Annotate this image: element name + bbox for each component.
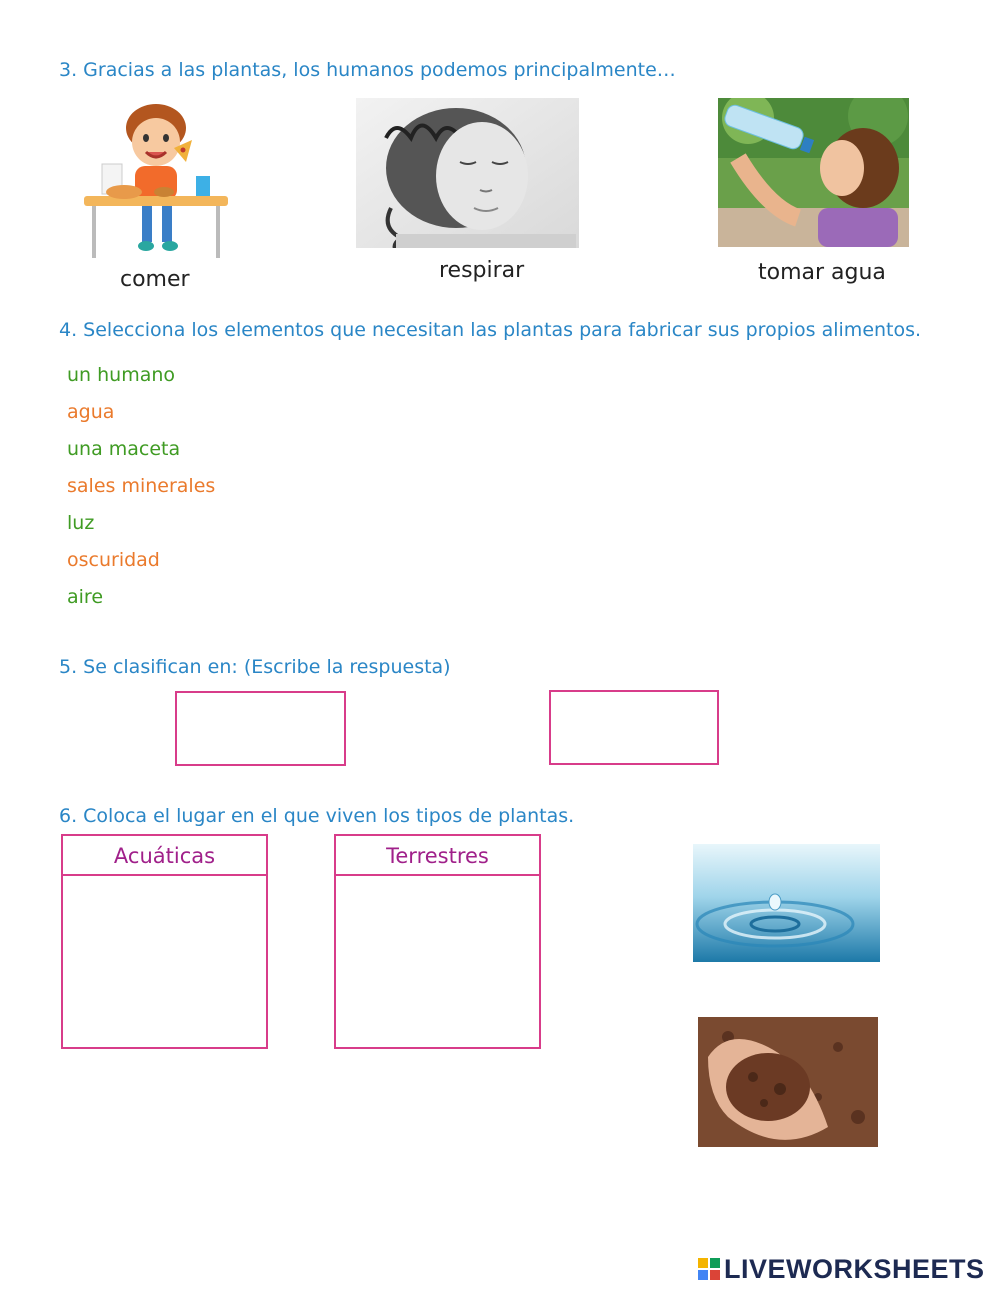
question-3-prompt: 3. Gracias a las plantas, los humanos podemos principalmente… — [59, 59, 676, 81]
option-aire[interactable]: aire — [67, 586, 104, 608]
drop-zone-terrestres[interactable] — [334, 834, 541, 1049]
eating-child-image[interactable] — [80, 100, 232, 260]
option-oscuridad[interactable]: oscuridad — [67, 549, 160, 571]
option-sales-minerales[interactable]: sales minerales — [67, 475, 216, 497]
option-caption-comer[interactable]: comer — [120, 267, 190, 292]
soil-hands-image[interactable] — [698, 1017, 878, 1147]
column-title-acuaticas: Acuáticas — [63, 836, 266, 876]
drop-zone-acuaticas[interactable] — [61, 834, 268, 1049]
option-luz[interactable]: luz — [67, 512, 95, 534]
question-5-prompt: 5. Se clasifican en: (Escribe la respuesta) — [59, 656, 451, 678]
logo-cubes-icon — [698, 1258, 720, 1280]
option-agua[interactable]: agua — [67, 401, 115, 423]
logo-text: LIVEWORKSHEETS — [724, 1254, 985, 1284]
answer-input-2[interactable] — [549, 690, 719, 765]
option-caption-respirar[interactable]: respirar — [439, 258, 525, 283]
question-6-prompt: 6. Coloca el lugar en el que viven los tipos de plantas. — [59, 805, 575, 827]
option-una-maceta[interactable]: una maceta — [67, 438, 181, 460]
drinking-water-image[interactable] — [718, 98, 909, 247]
option-caption-tomar-agua[interactable]: tomar agua — [758, 260, 886, 285]
water-drop-image[interactable] — [693, 844, 880, 962]
question-4-prompt: 4. Selecciona los elementos que necesitan las plantas para fabricar sus propios alimentos. — [59, 319, 922, 341]
option-un-humano[interactable]: un humano — [67, 364, 176, 386]
liveworksheets-logo — [698, 1254, 985, 1285]
breathing-girl-image[interactable] — [356, 98, 579, 248]
answer-input-1[interactable] — [175, 691, 346, 766]
column-title-terrestres: Terrestres — [336, 836, 539, 876]
